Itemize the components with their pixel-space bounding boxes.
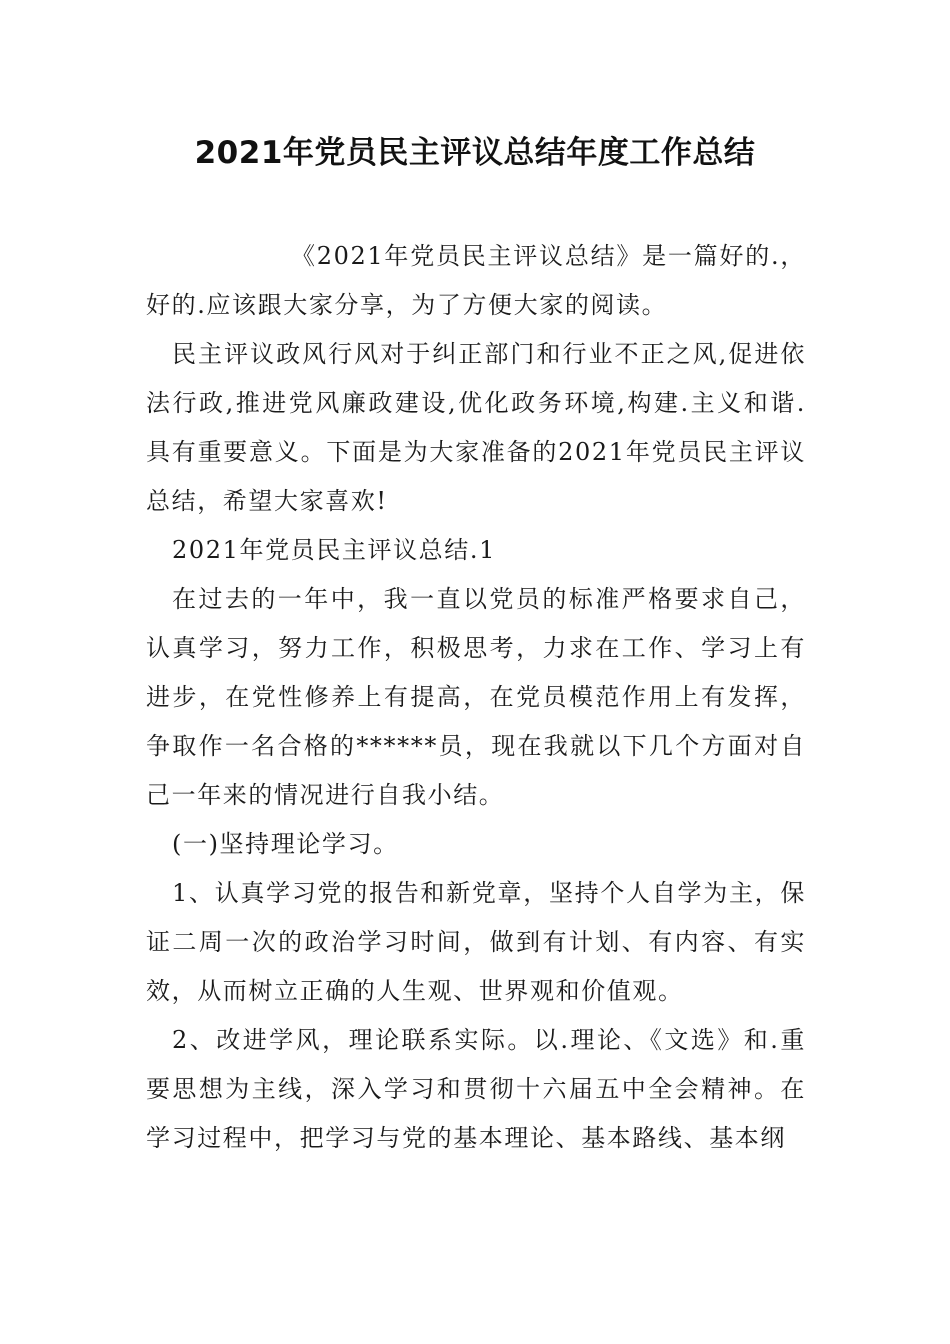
body-paragraph: 在过去的一年中，我一直以党员的标准严格要求自己，认真学习，努力工作，积极思考，力求在工作、学习上有进步，在党性修养上有提高，在党员模范作用上有发挥，争取作一名合格的******员，现在我就以下几个方面对自己一年来的情况进行自我小结。 (146, 585, 806, 809)
document-title: 2021年党员民主评议总结年度工作总结 (194, 135, 756, 171)
document-body (146, 232, 806, 1163)
body-paragraph: 1、认真学习党的报告和新党章，坚持个人自学为主，保证二周一次的政治学习时间，做到有计划、有内容、有实效，从而树立正确的人生观、世界观和价值观。 (146, 879, 806, 1005)
body-paragraph: 2、改进学风，理论联系实际。以.理论、《文选》和.重要思想为主线，深入学习和贯彻十六届五中全会精神。在学习过程中，把学习与党的基本理论、基本路线、基本纲 (146, 1026, 806, 1152)
intro-paragraph: 《2021年党员民主评议总结》是一篇好的.，好的.应该跟大家分享，为了方便大家的阅读。 (146, 242, 806, 319)
section-heading: 2021年党员民主评议总结.1 (172, 536, 496, 564)
subsection-heading: (一)坚持理论学习。 (172, 830, 399, 858)
body-paragraph: 民主评议政风行风对于纠正部门和行业不正之风,促进依法行政,推进党风廉政建设,优化政务环境,构建.主义和谐.具有重要意义。下面是为大家准备的2021年党员民主评议总结，希望大家喜欢! (146, 340, 806, 515)
